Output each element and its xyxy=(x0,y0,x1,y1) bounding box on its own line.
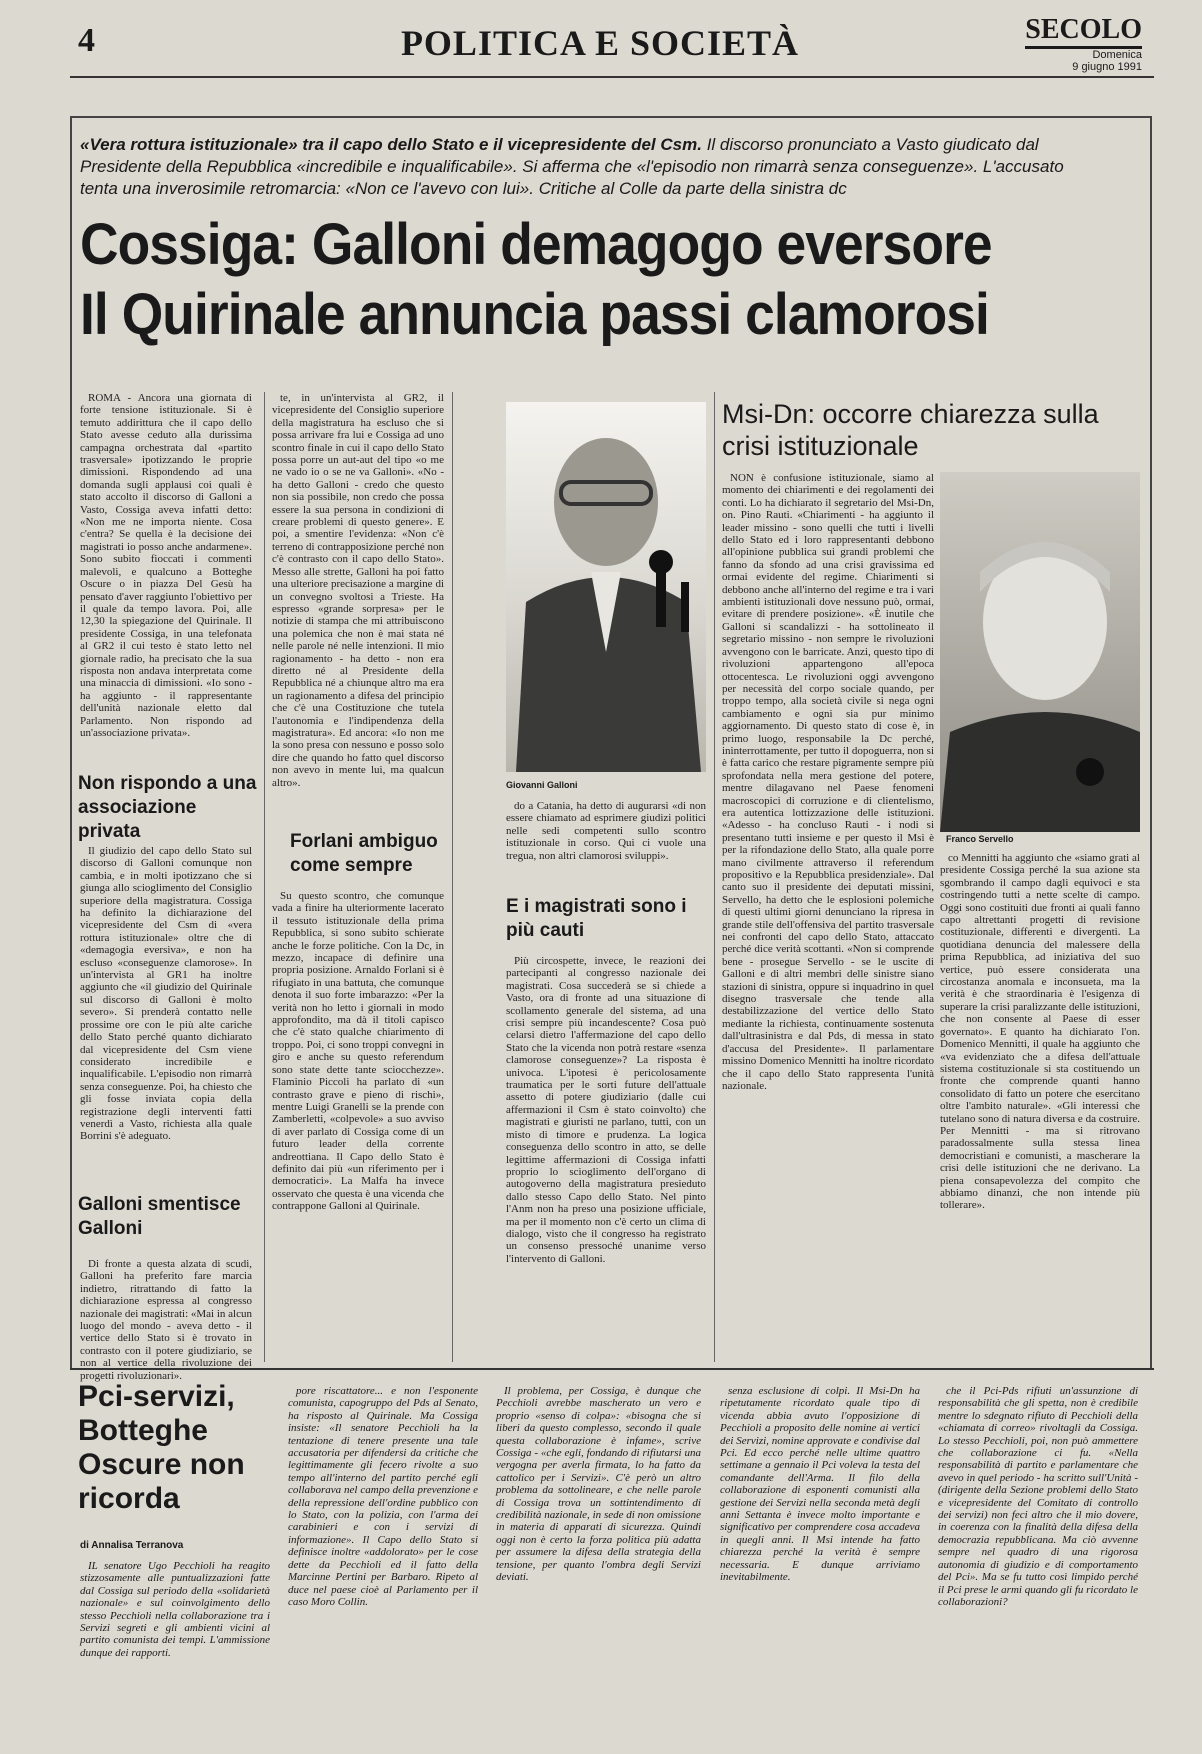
header-rule xyxy=(70,76,1154,78)
masthead xyxy=(1025,14,1142,73)
bottom-rule xyxy=(70,1368,1154,1370)
side-headline: Msi-Dn: occorre chiarezza sulla crisi istituzionale xyxy=(722,399,1099,461)
bottom-column-3-text: Il problema, per Cossiga, è dunque che Pecchioli avrebbe mascherato un vero e proprio «senso di colpa»: «bisogna che si liberi da questo complesso, secondo il quale questa collaborazione è infame», scrive Cossiga - «che egli, fondando di rifiutarsi una vergogna per averla firmata, lo ha fatto da cattolico per i Servizi». C'è però un altro problema da sottolineare, e che nelle parole di Cossiga trova un sottintendimento di credibilità nazionale, in sede di non omissione in materia di apparati di sicurezza. Quindi oggi non è certo la forza politica più adatta per assumere la difesa della strategia della tensione, per quanto l'ombra degli Servizi deviati. xyxy=(496,1385,701,1584)
article-kicker xyxy=(80,134,1080,200)
column-divider xyxy=(264,392,265,1362)
main-headline xyxy=(80,210,1055,350)
side-column-2 xyxy=(940,852,1140,1362)
bottom-column-5 xyxy=(938,1385,1138,1735)
page-number: 4 xyxy=(78,22,95,59)
subhead-magistrati: E i magistrati sono i più cauti xyxy=(506,896,687,941)
headline-line-1: Cossiga: Galloni demagogo eversore xyxy=(80,212,992,277)
column-1-tail xyxy=(80,1258,252,1382)
bottom-column-4-text: senza esclusione di colpi. Il Msi-Dn ha ripetutamente ricordato quale tipo di vicenda abbia avuto l'opposizione di Pecchioli a proposito delle nomine ai vertici dei Servizi, nomine approvate e condivise dal Pci. Ed ecco perché nelle ultime quattro settimane a gennaio il Pci voleva la testa del comandante dell'Arma. Il filo della collaborazione di esponenti comunisti alla gestione dei Servizi nella seconda metà degli anni Settanta è invece molto importante e significativo per comprendere cosa accadeva in quegli anni. Il Msi intende ha fatto chiarezza perché la verità è sempre necessaria. E dunque arriviamo inevitabilmente. xyxy=(720,1385,920,1584)
column-2-top xyxy=(272,392,444,812)
bottom-column-3 xyxy=(496,1385,701,1735)
subhead-forlani: Forlani ambiguo come sempre xyxy=(290,831,438,876)
column-1-lead-text: ROMA - Ancora una giornata di forte tensione istituzionale. Si è temuto addirittura che il capo dello Stato avesse ceduto alla durissima campagna orchestrata dal «partito trasversale» ipotizzando le proprie dimissioni. Rispondendo ad una domanda sugli applausi coi quali è stato accolto il discorso di Galloni a Vasto, Cossiga aveva infatti detto: «Non me ne importa niente. Cosa c'entra? Se quella è la decisione dei magistrati io posso anche andarmene». Sono subito fioccati i commenti malevoli, e qualcuno a Botteghe Oscure o in piazza Del Gesù ha pensato d'aver raggiunto l'obiettivo per il quale da tempo lavora. Poi, alle 12,30 la spiegazione del Quirinale. Il presidente Cossiga, in una telefonata al GR2 il cui testo è stato letto nel giornale radio, ha precisato che la sua risposta non andava interpretata come una minaccia di dimissioni. «Io sono - ha aggiunto - il rappresentante dell'unità nazionale eletto dal Parlamento. Non rispondo ad un'associazione privata». xyxy=(80,392,252,739)
bottom-byline: di Annalisa Terranova xyxy=(80,1540,184,1551)
newspaper-logo: SECOLO xyxy=(1025,14,1142,49)
photo-caption-servello: Franco Servello xyxy=(946,834,1014,844)
column-2-body xyxy=(272,890,444,1360)
servello-portrait-icon xyxy=(940,472,1140,832)
issue-day: Domenica xyxy=(1092,49,1142,61)
photo-servello xyxy=(940,472,1140,832)
bottom-column-1 xyxy=(80,1560,270,1735)
column-1-body-text: Il giudizio del capo dello Stato sul discorso di Galloni comunque non cambia, e in molti ipotizzano che si giunga allo scioglimento del Consiglio superiore della magistratura. Cossiga ha definito la dichiarazione del vicepresidente del Csm di «vera rottura istituzionale» oltre che di «demagogia eversiva», e non ha escluso «conseguenze clamorose». In un'intervista al GR1 ha inoltre aggiunto che «il giudizio del Quirinale sul discorso di Galloni è molto severo». Si prenderà contatto nelle prossime ore con le più alte cariche dello Stato perché quanto dichiarato dal vicepresidente del Csm viene considerato incredibile e inqualificabile. L'episodio non rimarrà senza conseguenze. Poi, ha chiesto che gli fosse inviata copia della registrazione degli interventi fatti venerdì a Vasto, richiesta alla quale Borrini s'è adeguato. xyxy=(80,845,252,1143)
bottom-column-2-text: pore riscattatore... e non l'esponente comunista, capogruppo del Pds al Senato, ha risposto al Quirinale. Ma Cossiga insiste: «Il senatore Pecchioli ha la tentazione di tenere presente una tale accusatoria per difendersi da critiche che legittimamente gli fecero rivolte a suo tempo all'interno del partito perché egli collaborava nel campo della prevenzione e della repressione dell'ordine pubblico con lo Stato, con la polizia, con l'arma dei carabinieri e con i servizi di informazione». Il Capo dello Stato si definisce inoltre «addolorato» per le cose dette da Pecchioli ed il fatto della Marcinne Pertini per Barbaro. Ripeto al duce nel paese cioè al Parlamento per il caso Moro Collin. xyxy=(288,1385,478,1608)
column-3-top xyxy=(506,800,706,884)
bottom-headline: Pci-servizi, Botteghe Oscure non ricorda xyxy=(78,1380,245,1515)
column-divider xyxy=(714,392,715,1362)
bottom-column-5-text: che il Pci-Pds rifiuti un'assunzione di responsabilità che gli spetta, non è credibile mentre lo sdegnato rifiuto di Pecchioli della «chiamata di correo» rivoltagli da Cossiga. Lo stesso Pecchioli, poi, non può ammettere che collaborazione ci fu. «Nella responsabilità di partito e parlamentare che avevo in quel periodo - ha scritto sull'Unità - (dirigente della Sezione problemi dello Stato e vicepresidente del Comitato di controllo dei servizi) non feci altro che il mio dovere, in coerenza con la finalità della difesa della democrazia repubblicana. Ma ciò avvenne sempre nel quadro di una rigorosa autonomia di giudizio e di comportamento del Pci». Ma se fu tutto così limpido perché il Pci prese le armi quando gli fu ricordato le collaborazioni? xyxy=(938,1385,1138,1608)
kicker-text: Il discorso pronunciato a Vasto giudicato dal Presidente della Repubblica «incredibile e inqualificabile». Si afferma che «l'episodio non rimarrà senza conseguenze». L'accusato tenta una inverosimile retromarcia: «Non ce l'avevo con lui». Critiche al Colle da parte della sinistra dc xyxy=(80,135,1064,198)
column-2-top-text: te, in un'intervista al GR2, il vicepresidente del Consiglio superiore della magistratura ha escluso che si possa arrivare fra lui e Cossiga ad uno scontro finale in cui il capo dello Stato possa porre un aut-aut del tipo «o me ne vado io o se ne va Galloni». «No - ha detto Galloni - credo che questo non sia possibile, non credo che possa essere la sua persona in condizioni di creare problemi di questo genere». E poi, a smentire l'evidenza: «Non c'è terreno di contrapposizione perché non c'è contrasto con il capo dello Stato». Messo alle strette, Galloni ha poi fatto una ulteriore precisazione a margine di un convegno svoltosi a Trieste. Ha espresso «grande sorpresa» per le notizie di stampa che mi attribuiscono una polemica che non è mai stata né nelle parole né nelle intenzioni. Il mio ragionamento - ha detto - non era diretto né al Presidente della Repubblica né a chiunque altro ma era un ragionamento a difesa del principio che c'è una Costituzione che tutela l'autonomia e l'indipendenza della magistratura». Ed ancora: «Io non me la sono presa con nessuno e posso solo dire che quando ho fatto quel discorso non avevo in mente lui, ma qualcun altro». xyxy=(272,392,444,789)
bottom-column-1-text: IL senatore Ugo Pecchioli ha reagito stizzosamente alle puntualizzazioni fatte dal Cossiga sul periodo della «solidarietà nazionale» e sul coinvolgimento dello stesso Pecchioli nella collaborazione tra i Servizi segreti e gli ambienti vicini al partito comunista dei tempi. L'ammissione dunque dei rapporti. xyxy=(80,1560,270,1659)
headline-line-2: Il Quirinale annuncia passi clamorosi xyxy=(80,282,989,347)
column-1-lead xyxy=(80,392,252,752)
side-column-1 xyxy=(722,472,934,1362)
side-column-2-text: co Mennitti ha aggiunto che «siamo grati al presidente Cossiga perché la sua azione sta sgombrando il campo dagli equivoci e sta costringendo tutti a nette scelte di campo. Oggi sono costituiti due fronti ai quali fanno capo altrettanti progetti di revisione costituzionale, differenti e divergenti. La quotidiana denuncia del malessere della prima Repubblica, ad iniziativa del suo vertice, può essere considerata una circostanza anomala e inconsueta, ma la verità è che straordinaria è l'esigenza di superare la crisi paralizzante delle istituzioni, che non consente al Paese di esser governato». E quanto ha dichiarato l'on. Domenico Mennitti, il quale ha aggiunto che «va evidenziato che a difesa dell'attuale sistema costituzionale si sta costituendo un fronte che comprende quanti hanno consolidato di fatto un potere che esercitano oltre l'ambito naturale». «Gli interessi che tutelano sono di natura diversa e da costruire. Per Mennitti - ma si ritrovano paradossalmente sulla stessa linea democristiani e comunisti, a mascherare la crisi delle istituzioni che ne derivano. La piena consapevolezza del compito che abbiamo dinanzi, che non intende più tollerare». xyxy=(940,852,1140,1212)
column-3-top-text: do a Catania, ha detto di augurarsi «di non essere chiamato ad esprimere giudizi politici nelle sedi competenti sullo scontro istituzionale in corso. Qui ci vuole una tregua, non altri clamorosi sviluppi». xyxy=(506,800,706,862)
bottom-column-4 xyxy=(720,1385,920,1735)
subhead-associazione: Non rispondo a una associazione privata xyxy=(78,773,257,842)
column-divider xyxy=(452,392,453,1362)
photo-galloni xyxy=(506,402,706,772)
column-3-body-text: Più circospette, invece, le reazioni dei partecipanti al congresso nazionale dei magistrati. Cosa succederà se si chiede a Vasto, ora di fronte ad una situazione di scollamento generale del sistema, ad una crisi sempre più incandescente? Cosa può celarsi dietro l'affermazione del capo dello Stato che la vicenda non potrà restare «senza clamorose conseguenze»? La risposta è univoca. L'ipotesi è pericolosamente traumatica per le sorti future dell'attuale assetto di potere giudiziario (dalle cui affermazioni il Csm è stato coinvolto) che magistrati e giuristi ne parlano, tutti, con un misto di timore e prudenza. La logica conseguenza dello scontro in atto, se delle legittime affermazioni di Cossiga infatti proprio lo scioglimento dell'organo di autogoverno della magistratura presieduto dallo stesso Capo dello Stato. Nel pinto l'Anm non ha preso una posizione ufficiale, ma per il momento non c'è certo un clima di dialogo, visto che il congresso ha registrato un consenso pressoché unanime verso l'intervento di Galloni. xyxy=(506,955,706,1265)
issue-date: 9 giugno 1991 xyxy=(1072,61,1142,73)
section-title: POLITICA E SOCIETÀ xyxy=(400,23,800,63)
bottom-column-2 xyxy=(288,1385,478,1735)
column-1-body xyxy=(80,845,252,1175)
column-1-tail-text: Di fronte a questa alzata di scudi, Galloni ha preferito fare marcia indietro, ritrattando di fatto la dichiarazione espressa al congresso nazionale dei magistrati: «Mai in alcun luogo del mondo - aveva detto - il vertice dello Stato si è trovato in contrasto con il potere giudiziario, se non al vertice della rivoluzione dei progetti rivoluzionari». xyxy=(80,1258,252,1382)
galloni-portrait-icon xyxy=(506,402,706,772)
subhead-galloni-smentisce: Galloni smentisce Galloni xyxy=(78,1194,241,1239)
photo-caption-galloni: Giovanni Galloni xyxy=(506,780,578,790)
column-3-body xyxy=(506,955,706,1360)
kicker-bold: «Vera rottura istituzionale» tra il capo dello Stato e il vicepresidente del Csm. xyxy=(80,135,702,154)
side-column-1-text: NON è confusione istituzionale, siamo al momento dei chiarimenti e dei regolamenti dei conti. Lo ha dichiarato il segretario del Msi-Dn, on. Pino Rauti. «Chiarimenti - ha aggiunto il leader missino - sono quelli che tutti i livelli dello Stato ed i loro rappresentanti debbono all'opinione pubblica sui grandi problemi che fanno da sfondo ad una crisi gravissima ed ormai evidente del regime. Chiarimenti si debbono anche all'interno del regime e tra i vari ambienti istituzionali dove nessuno può, ormai, evitare di prendere posizione». «È inutile che Galloni si scandalizzi - ha sottolineato il segretario missino - non sempre le rivoluzioni avvengono con le barricate. Anzi, questo tipo di rivoluzioni appartengono all'epoca ottocentesca. Le rivoluzioni oggi avvengono per necessità del corpo sociale quando, per troppo tempo, alla società civile si nega ogni cambiamento e ogni sia pur minimo aggiornamento. Di questo stato di cose è, in primo luogo, responsabile la Dc perché, ininterrottamente, per tutto il dopoguerra, non si è fatta carico che restare pigramente sempre più sprofondata nella mera gestione del potere, mentre dilagavano nel Paese fenomeni macroscopici di corruzione e di clientelismo, era autentica lottizzazione delle istituzioni. «Adesso - ha concluso Rauti - i nodi si presentano tutti insieme e per questo il Msi è per la rifondazione dello Stato, alla quale porre mano civilmente attraverso il referendum propositivo e la Repubblica presidenziale». Dal canto suo il presidente dei deputati missini, Servello, ha detto che le esplosioni polemiche di questi ultimi giorni denunciano la ripresa in grande stile dell'offensiva del partito trasversale nei confronti del capo dello Stato, attaccato perché dice verità scottanti. «Non si comprende bene - prosegue Servello - se le uscite di Galloni e di altri membri delle sinistre siano stazioni di sinistra, oppure si inquadrino in quel disegno trasversale che tende alla destabilizzazione del vertice dello Stato mediante la richiesta, continuamente sostenuta dall'ultrasinistra e dal Pds, di messa in stato d'accusa del Presidente». Il parlamentare missino Domenico Mennitti ha inoltre ricordato che il capo dello Stato rappresenta l'unità nazionale. xyxy=(722,472,935,1092)
column-2-body-text: Su questo scontro, che comunque vada a finire ha ulteriormente lacerato il tessuto istituzionale della prima Repubblica, si sono subito schierate anche le forze politiche. Con la Dc, in mezzo, incapace di definire una propria posizione. Arnaldo Forlani si è rifugiato in una battuta, che comunque denota il suo forte imbarazzo: «Per la verità non ho letto i giornali in modo approfondito, ma dà il titoli capisco che c'è stato qualche chiarimento di troppo. Poi, ci sono troppi convegni in giro e anche su questo referendum sono state dette tante sciocchezze». Flaminio Piccoli ha parlato di «un contrasto grave e pieno di rischi», mentre Luigi Granelli se la prende con Zamberletti, «colpevole» a suo avviso di aver parlato di Cossiga come di un futuro leader della corrente andreottiana. Il Capo dello Stato è definito dai più «un riferimento per i democratici». La Malfa ha invece osservato che questa è una vicenda che contrappone Galloni al Quirinale. xyxy=(272,890,444,1213)
